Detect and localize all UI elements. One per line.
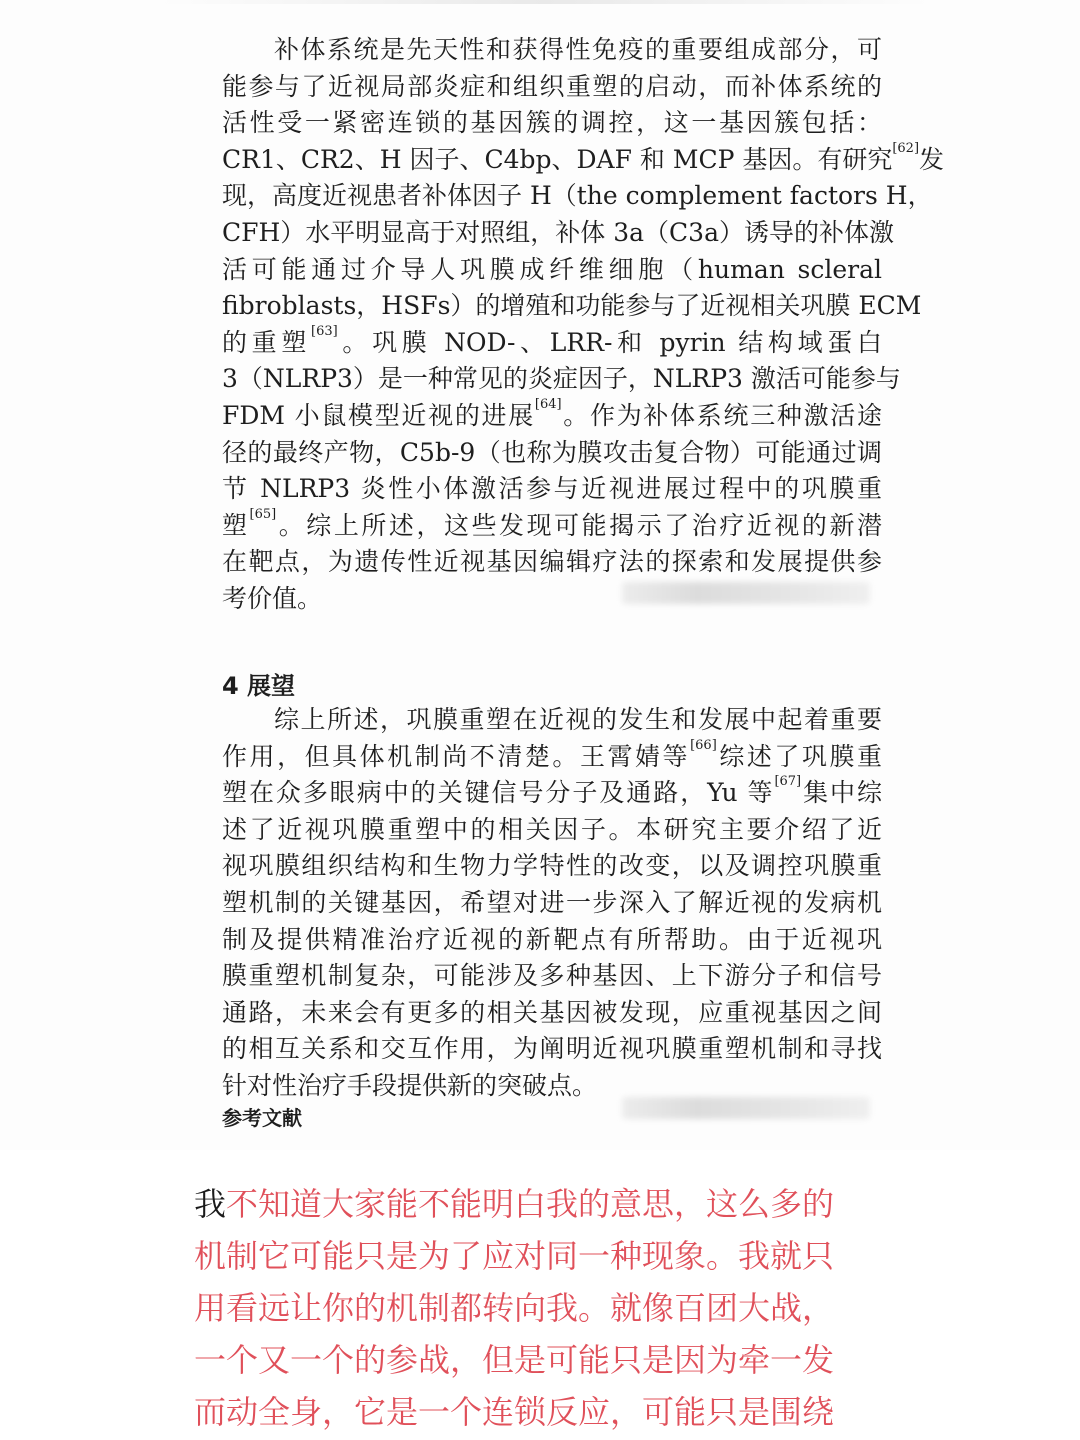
citation-marker: [66] xyxy=(690,737,717,753)
paragraph-complement-system xyxy=(222,32,945,618)
annotation-text: 机制它可能只是为了应对同一种现象。我就只 xyxy=(194,1237,835,1275)
citation-marker: [65] xyxy=(249,506,277,522)
section4-line: 膜重塑机制复杂，可能涉及多种基因、上下游分子和信号 xyxy=(222,961,882,991)
paragraph1-line: 在靶点，为遗传性近视基因编辑疗法的探索和发展提供参 xyxy=(222,547,882,577)
paragraph1-line: 3（NLRP3）是一种常见的炎症因子，NLRP3 激活可能参与 xyxy=(222,364,901,394)
paragraph1-line: 的重塑[63]。巩膜 NOD-、LRR-和 pyrin 结构域蛋白 xyxy=(222,323,882,357)
paragraph1-line: 补体系统是先天性和获得性免疫的重要组成部分，可 xyxy=(274,35,882,64)
paragraph1-line: CFH）水平明显高于对照组，补体 3a（C3a）诱导的补体激 xyxy=(222,217,894,247)
annotation-first-char: 我 xyxy=(194,1185,227,1223)
citation-marker: [63] xyxy=(311,323,338,339)
annotation-line xyxy=(194,1386,894,1438)
annotation-text: 而动全身，它是一个连锁反应，可能只是围绕 xyxy=(194,1393,835,1431)
section4-line: 述了近视巩膜重塑中的相关因子。本研究主要介绍了近 xyxy=(222,814,882,844)
paragraph1-line: 径的最终产物，C5b-9（也称为膜攻击复合物）可能通过调 xyxy=(222,437,882,467)
paragraph-outlook xyxy=(222,702,882,1105)
paragraph1-line: FDM 小鼠模型近视的进展[64]。作为补体系统三种激活途 xyxy=(222,396,882,430)
section-heading-outlook: 4 展望 xyxy=(222,672,296,700)
citation-marker: [64] xyxy=(534,396,562,412)
watermark-blur xyxy=(622,582,870,604)
section4-line: 综上所述，巩膜重塑在近视的发生和发展中起着重要 xyxy=(274,705,882,734)
section4-line: 针对性治疗手段提供新的突破点。 xyxy=(222,1070,598,1100)
annotation-text: 用看远让你的机制都转向我。就像百团大战， xyxy=(194,1289,835,1327)
paragraph1-line: CR1、CR2、H 因子、C4bp、DAF 和 MCP 基因。有研究[62]发 xyxy=(222,140,945,174)
paragraph1-line: 节 NLRP3 炎性小体激活参与近视进展过程中的巩膜重 xyxy=(222,474,882,504)
section4-line: 通路，未来会有更多的相关基因被发现，应重视基因之间 xyxy=(222,997,882,1027)
paragraph1-line: 塑[65]。综上所述，这些发现可能揭示了治疗近视的新潜 xyxy=(222,506,882,540)
section4-line: 视巩膜组织结构和生物力学特性的改变，以及调控巩膜重 xyxy=(222,851,882,881)
annotation-line xyxy=(194,1334,894,1386)
watermark-blur xyxy=(622,1097,870,1119)
references-heading: 参考文献 xyxy=(222,1106,302,1130)
section4-line: 作用，但具体机制尚不清楚。王霄婧等[66]综述了巩膜重 xyxy=(222,737,882,771)
section4-line: 塑机制的关键基因，希望对进一步深入了解近视的发病机 xyxy=(222,887,882,917)
annotation-text: 不知道大家能不能明白我的意思，这么多的 xyxy=(226,1185,835,1223)
paragraph1-line: 活可能通过介导人巩膜成纤维细胞（human scleral xyxy=(222,254,882,284)
paragraph1-line: fibroblasts，HSFs）的增殖和功能参与了近视相关巩膜 ECM xyxy=(222,291,922,321)
citation-marker: [67] xyxy=(774,774,802,790)
paragraph1-line: 考价值。 xyxy=(222,583,323,613)
page-edge xyxy=(160,0,930,4)
paragraph1-line: 现，高度近视患者补体因子 H（the complement factors H， xyxy=(222,181,933,211)
paragraph1-line: 活性受一紧密连锁的基因簇的调控，这一基因簇包括： xyxy=(222,108,882,138)
annotation-text: 一个又一个的参战，但是可能只是因为牵一发 xyxy=(194,1341,835,1379)
paragraph1-line: 能参与了近视局部炎症和组织重塑的启动，而补体系统的 xyxy=(222,71,882,101)
annotation-line xyxy=(194,1178,894,1230)
section4-line: 的相互关系和交互作用，为阐明近视巩膜重塑机制和寻找 xyxy=(222,1034,882,1064)
section4-line: 塑在众多眼病中的关键信号分子及通路，Yu 等[67]集中综 xyxy=(222,774,882,808)
handwritten-style-annotation xyxy=(194,1178,894,1438)
annotation-line xyxy=(194,1282,894,1334)
annotation-line xyxy=(194,1230,894,1282)
citation-marker: [62] xyxy=(892,140,920,156)
section4-line: 制及提供精准治疗近视的新靶点有所帮助。由于近视巩 xyxy=(222,924,882,954)
